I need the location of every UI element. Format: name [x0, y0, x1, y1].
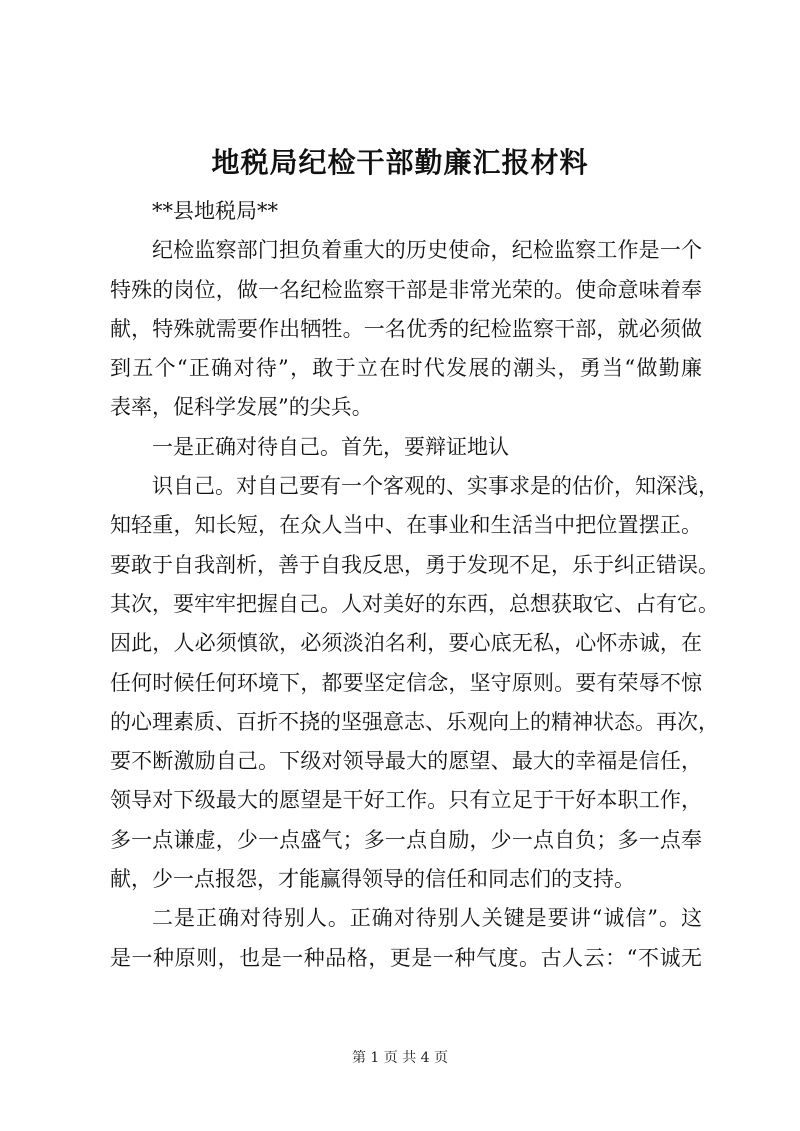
text-line: 要敢于自我剖析，善于自我反思，勇于发现不足，乐于纠正错误。: [110, 552, 719, 577]
text-line: 其次，要牢牢把握自己。人对美好的东西，总想获取它、占有它。: [110, 591, 719, 616]
text-line: 任何时候任何环境下，都要坚定信念，坚守原则。要有荣辱不惊: [110, 670, 702, 695]
text-line: 到五个“正确对待”，敢于立在时代发展的潮头，勇当“做勤廉: [110, 356, 702, 381]
text-line: 特殊的岗位，做一名纪检监察干部是非常光荣的。使命意味着奉: [110, 277, 702, 302]
text-line: 因此，人必须慎欲，必须淡泊名利，要心底无私，心怀赤诚，在: [110, 631, 702, 656]
document-title: 地税局纪检干部勤廉汇报材料: [211, 146, 589, 179]
text-line: 的心理素质、百折不挠的坚强意志、乐观向上的精神状态。再次，: [110, 709, 719, 734]
text-line: 识自己。对自己要有一个客观的、实事求是的估价，知深浅，: [152, 474, 719, 499]
text-line: 表率，促科学发展”的尖兵。: [110, 395, 373, 420]
text-line: 二是正确对待别人。正确对待别人关键是要讲“诚信”。这: [152, 906, 702, 931]
text-line: 献，少一点报怨，才能赢得领导的信任和同志们的支持。: [110, 867, 635, 892]
document-body: [110, 192, 719, 978]
page-number-footer: 第 1 页 共 4 页: [351, 1050, 449, 1066]
text-line: 一是正确对待自己。首先，要辩证地认: [152, 434, 509, 459]
text-line: 知轻重，知长短，在众人当中、在事业和生活当中把位置摆正。: [110, 513, 702, 538]
text-line: 领导对下级最大的愿望是干好工作。只有立足于干好本职工作，: [110, 788, 702, 813]
author-line: **县地税局**: [152, 199, 278, 223]
text-line: 多一点谦虚，少一点盛气；多一点自励，少一点自负；多一点奉: [110, 827, 702, 852]
text-line: 纪检监察部门担负着重大的历史使命，纪检监察工作是一个: [152, 238, 702, 263]
text-line: 是一种原则，也是一种品格，更是一种气度。古人云：“不诚无: [110, 945, 702, 970]
text-line: 要不断激励自己。下级对领导最大的愿望、最大的幸福是信任，: [110, 749, 702, 774]
text-line: 献，特殊就需要作出牺牲。一名优秀的纪检监察干部，就必须做: [110, 316, 702, 341]
